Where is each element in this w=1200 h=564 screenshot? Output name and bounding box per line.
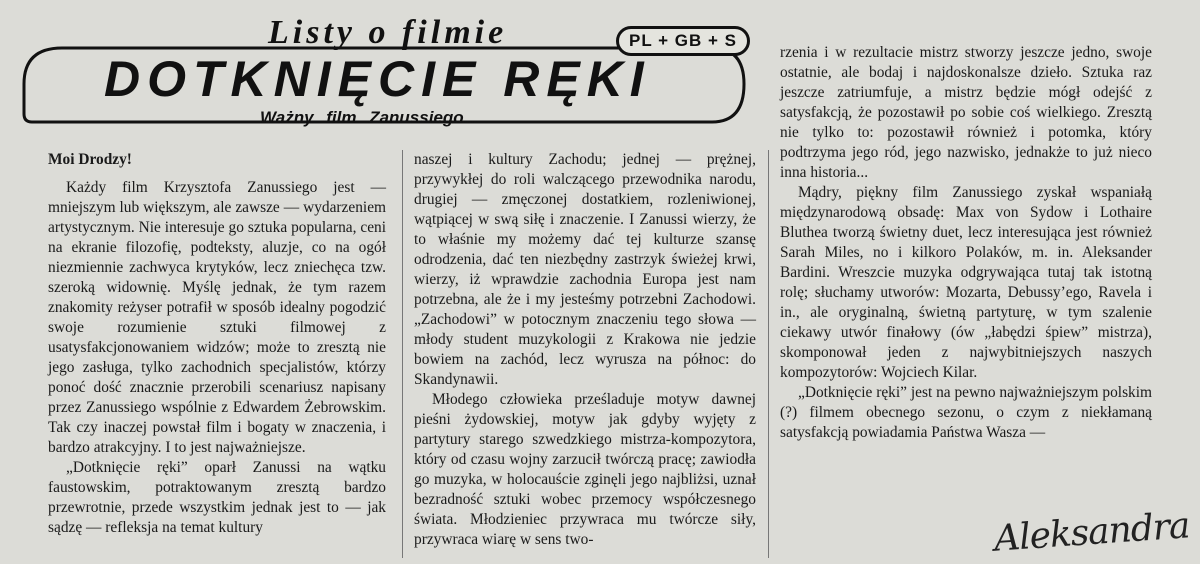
author-signature: Aleksandra <box>992 505 1191 560</box>
paragraph: „Dotknięcie ręki” jest na pewno najważniejszym polskim (?) filmem obecnego sezonu, o czym z niekłamaną satysfakcją powiadamia Państwa Wasza — <box>780 384 1152 441</box>
paragraph: Mądry, piękny film Zanussiego zyskał wspaniałą międzynarodową obsadę: Max von Sydow i Lothaire Bluthea tworzą świetny duet, lecz interesująca jest również Sarah Miles, no i kilkoro Polaków, m. in. Aleksander Bardini. Wreszcie muzyka odgrywająca tutaj tak istotną rolę; słuchamy utworów: Mozarta, Debussy’ego, Ravela i in., ale oryginalną, świetną partyturę, w tym szalenie ciekawy utwór finałowy (ów „łabędzi śpiew” mistrza), skomponował jeden z najwybitniejszych naszych kompozytorów: Wojciech Kilar. <box>780 184 1152 381</box>
section-kicker: Listy o filmie <box>268 14 508 51</box>
article-title: DOTKNIĘCIE RĘKI <box>104 51 651 107</box>
paragraph: naszej i kultury Zachodu; jednej — prężnej, przywykłej do roli walczącego przewodnika narodu, drugiej — zmęczonej dostatkiem, rozleniwionej, wątpiącej w swą siłę i znaczenie. I Zanussi wierzy, że to właśnie my możemy dać tej kulturze szansę odrodzenia, dać ten niezbędny zastrzyk świeżej krwi, wierzy, iż wprawdzie zachodnia Europa jest nam potrzebna, ale że i my jesteśmy potrzebni Zachodowi. „Zachodowi” w potocznym znaczeniu tego słowa — młody student muzykologii z Krakowa nie jedzie bowiem na zachód, lecz wyrusza na północ: do Skandynawii. <box>414 151 756 388</box>
column-divider <box>402 150 403 558</box>
greeting: Moi Drodzy! <box>48 151 132 168</box>
paragraph: Młodego człowieka prześladuje motyw dawnej pieśni żydowskiej, motyw jak gdyby wyjęty z partytury starego szwedzkiego mistrza-kompozytora, który od czasu wojny zarzucił twórczą pracę; zawiodła go muzyka, w holocauście zginęli jego najbliżsi, uznał bezradność sztuki wobec przemocy współczesnego świata. Młodzieniec przywraca mu twórcze siły, przywraca wiarę w sens two- <box>414 391 756 548</box>
article-subtitle: Ważny film Zanussiego... <box>260 108 478 127</box>
country-badge: PL + GB + S <box>616 26 750 56</box>
paragraph: Każdy film Krzysztofa Zanussiego jest — mniejszym lub większym, ale zawsze — wydarzeniem artystycznym. Nie interesuje go sztuka popularna, ceni na ekranie filozofię, podteksty, aluzje, co na ogół niezmiennie zachwyca krytyków, lecz zniechęca tzw. szeroką widownię. Myślę jednak, że tym razem znakomity reżyser potrafił w sposób idealny pogodzić swoje rozumienie sztuki filmowej z usatysfakcjonowaniem widzów; może to zresztą nie jego zasługa, tylko zachodnich specjalistów, którzy ponoć dość znacznie przerobili scenariusz napisany przez Zanussiego wspólnie z Edwardem Żebrowskim. Tak czy inaczej powstał film i bogaty w znaczenia, i bardzo atrakcyjny. I to jest najważniejsze. <box>48 179 386 456</box>
column-divider <box>768 150 769 558</box>
column-2 <box>414 150 756 550</box>
paragraph: „Dotknięcie ręki” oparł Zanussi na wątku faustowskim, potraktowanym zresztą bardzo przewrotnie, przede wszystkim jednak jest to — jak sądzę — refleksja na temat kultury <box>48 459 386 536</box>
column-3 <box>780 43 1152 443</box>
column-1 <box>48 150 386 538</box>
paragraph: rzenia i w rezultacie mistrz stworzy jeszcze jedno, swoje ostatnie, ale bodaj i najdoskonalsze dzieło. Sztuka raz jeszcze zatriumfuje, a mistrz będzie mógł odejść z satysfakcją, że pozostawił po sobie coś wielkiego. Zresztą nie tylko to: pozostawił również i potomka, który podtrzyma jego ród, jego nazwisko, jednakże to już nieco inna historia... <box>780 44 1152 181</box>
